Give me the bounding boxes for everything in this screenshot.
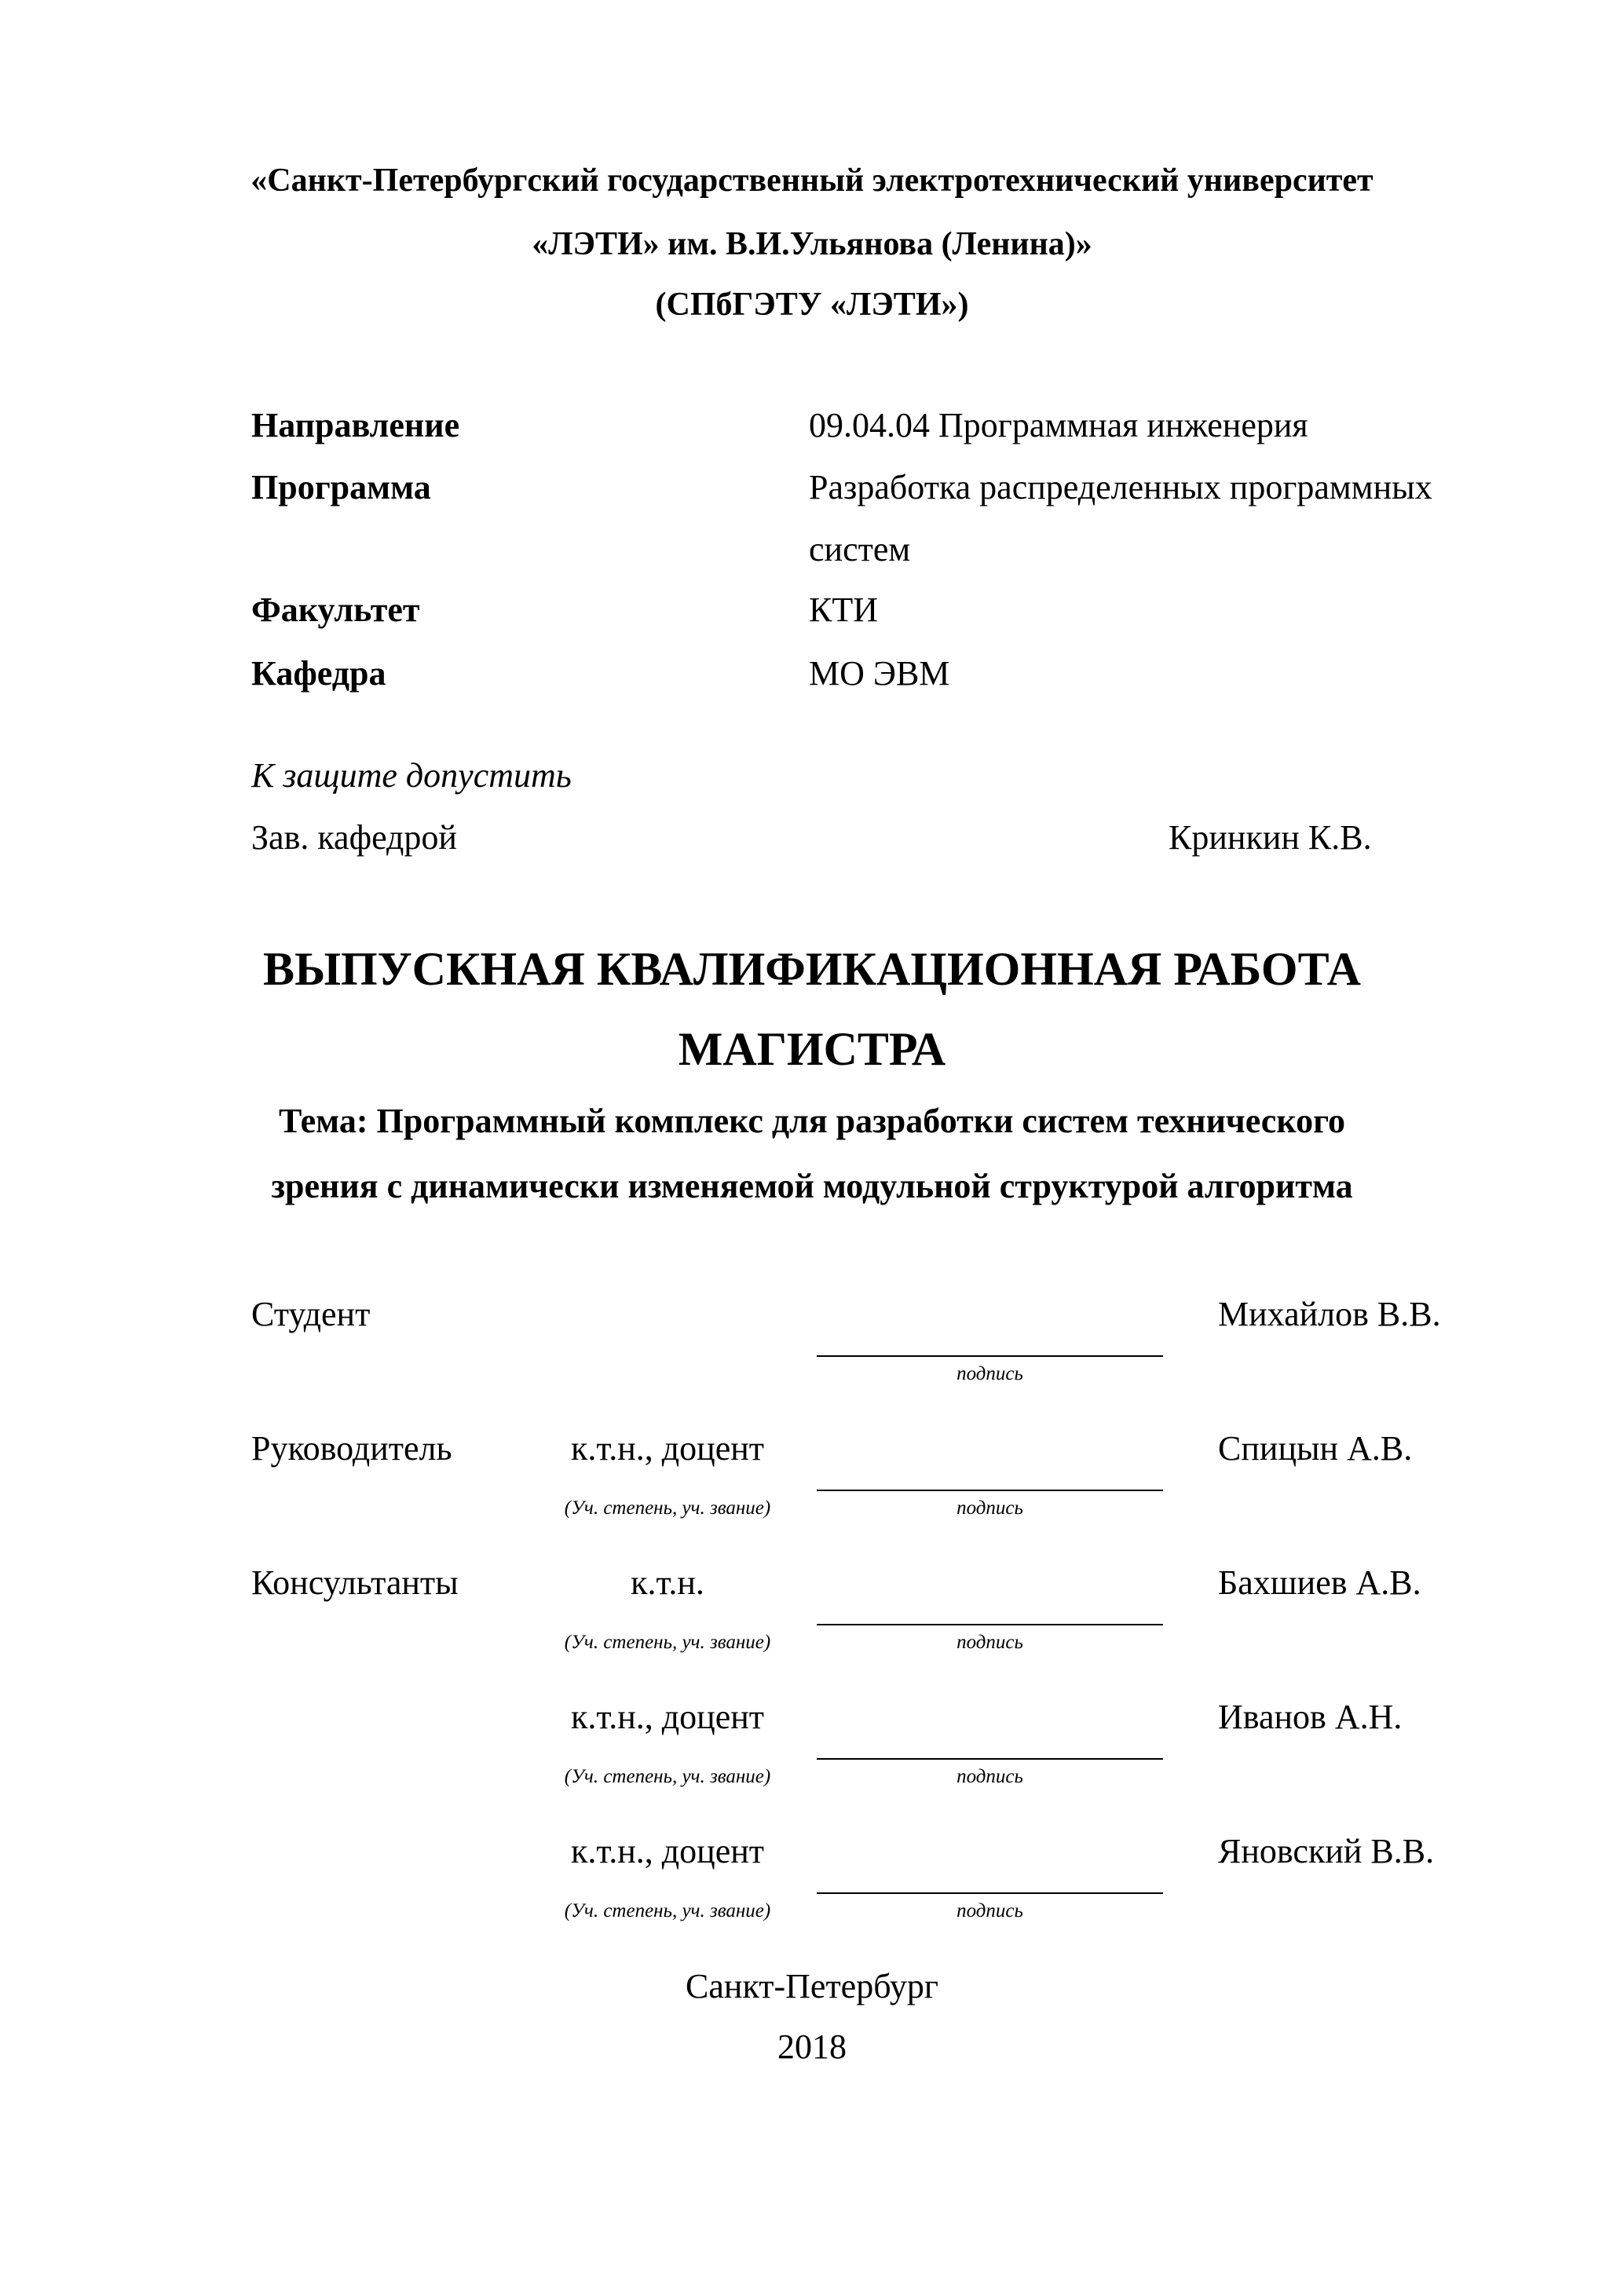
university-name-line2: «ЛЭТИ» им. В.И.Ульянова (Ленина)» [532, 226, 1092, 262]
city: Санкт-Петербург [686, 1967, 938, 2005]
program-value-cont: систем [809, 530, 911, 569]
program-label: Программа [251, 468, 431, 506]
consultant2-degree: к.т.н., доцент [570, 1698, 765, 1736]
theme-line2: зрения с динамически изменяемой модульной структурой алгоритма [271, 1167, 1353, 1205]
consultant2-degree-hint: (Уч. степень, уч. звание) [564, 1766, 771, 1787]
consultant1-name: Бахшиев А.В. [1218, 1563, 1421, 1602]
student-role: Студент [251, 1295, 371, 1333]
supervisor-role: Руководитель [251, 1429, 452, 1468]
supervisor-degree: к.т.н., доцент [570, 1429, 765, 1468]
student-signature-line [817, 1355, 1163, 1357]
consultants-role: Консультанты [251, 1563, 459, 1602]
consultant3-name: Яновский В.В. [1218, 1832, 1435, 1870]
supervisor-signature-line [817, 1490, 1163, 1491]
supervisor-name: Спицын А.В. [1218, 1429, 1413, 1468]
student-signature-hint: подпись [956, 1363, 1023, 1384]
department-label: Кафедра [251, 654, 386, 693]
supervisor-signature-hint: подпись [956, 1497, 1023, 1519]
department-value: МО ЭВМ [809, 654, 950, 693]
head-of-department-name: Кринкин К.В. [1169, 818, 1372, 857]
work-title-line2: МАГИСТРА [678, 1023, 946, 1075]
theme-line1: Тема: Программный комплекс для разработки систем технического [278, 1102, 1345, 1140]
consultant3-signature-hint: подпись [956, 1900, 1023, 1921]
consultant2-name: Иванов А.Н. [1218, 1698, 1403, 1736]
consultant1-signature-line [817, 1624, 1163, 1625]
faculty-label: Факультет [251, 590, 420, 629]
consultant3-degree: к.т.н., доцент [570, 1832, 765, 1870]
program-value: Разработка распределенных программных [809, 468, 1432, 506]
year: 2018 [777, 2027, 847, 2066]
supervisor-degree-hint: (Уч. степень, уч. звание) [564, 1497, 771, 1519]
approval-heading: К защите допустить [251, 756, 572, 795]
consultant2-signature-line [817, 1758, 1163, 1760]
consultant3-degree-hint: (Уч. степень, уч. звание) [564, 1900, 771, 1921]
university-abbreviation: (СПбГЭТУ «ЛЭТИ») [655, 287, 969, 323]
head-of-department-label: Зав. кафедрой [251, 818, 457, 857]
university-name-line1: «Санкт-Петербургский государственный электротехнический университет [251, 163, 1373, 199]
faculty-value: КТИ [809, 590, 878, 629]
consultant1-signature-hint: подпись [956, 1632, 1023, 1653]
consultant1-degree: к.т.н. [631, 1563, 704, 1602]
direction-label: Направление [251, 406, 460, 444]
student-name: Михайлов В.В. [1218, 1295, 1441, 1333]
direction-value: 09.04.04 Программная инженерия [809, 406, 1308, 444]
consultant2-signature-hint: подпись [956, 1766, 1023, 1787]
consultant1-degree-hint: (Уч. степень, уч. звание) [564, 1632, 771, 1653]
work-title-line1: ВЫПУСКНАЯ КВАЛИФИКАЦИОННАЯ РАБОТА [263, 943, 1361, 995]
consultant3-signature-line [817, 1892, 1163, 1894]
